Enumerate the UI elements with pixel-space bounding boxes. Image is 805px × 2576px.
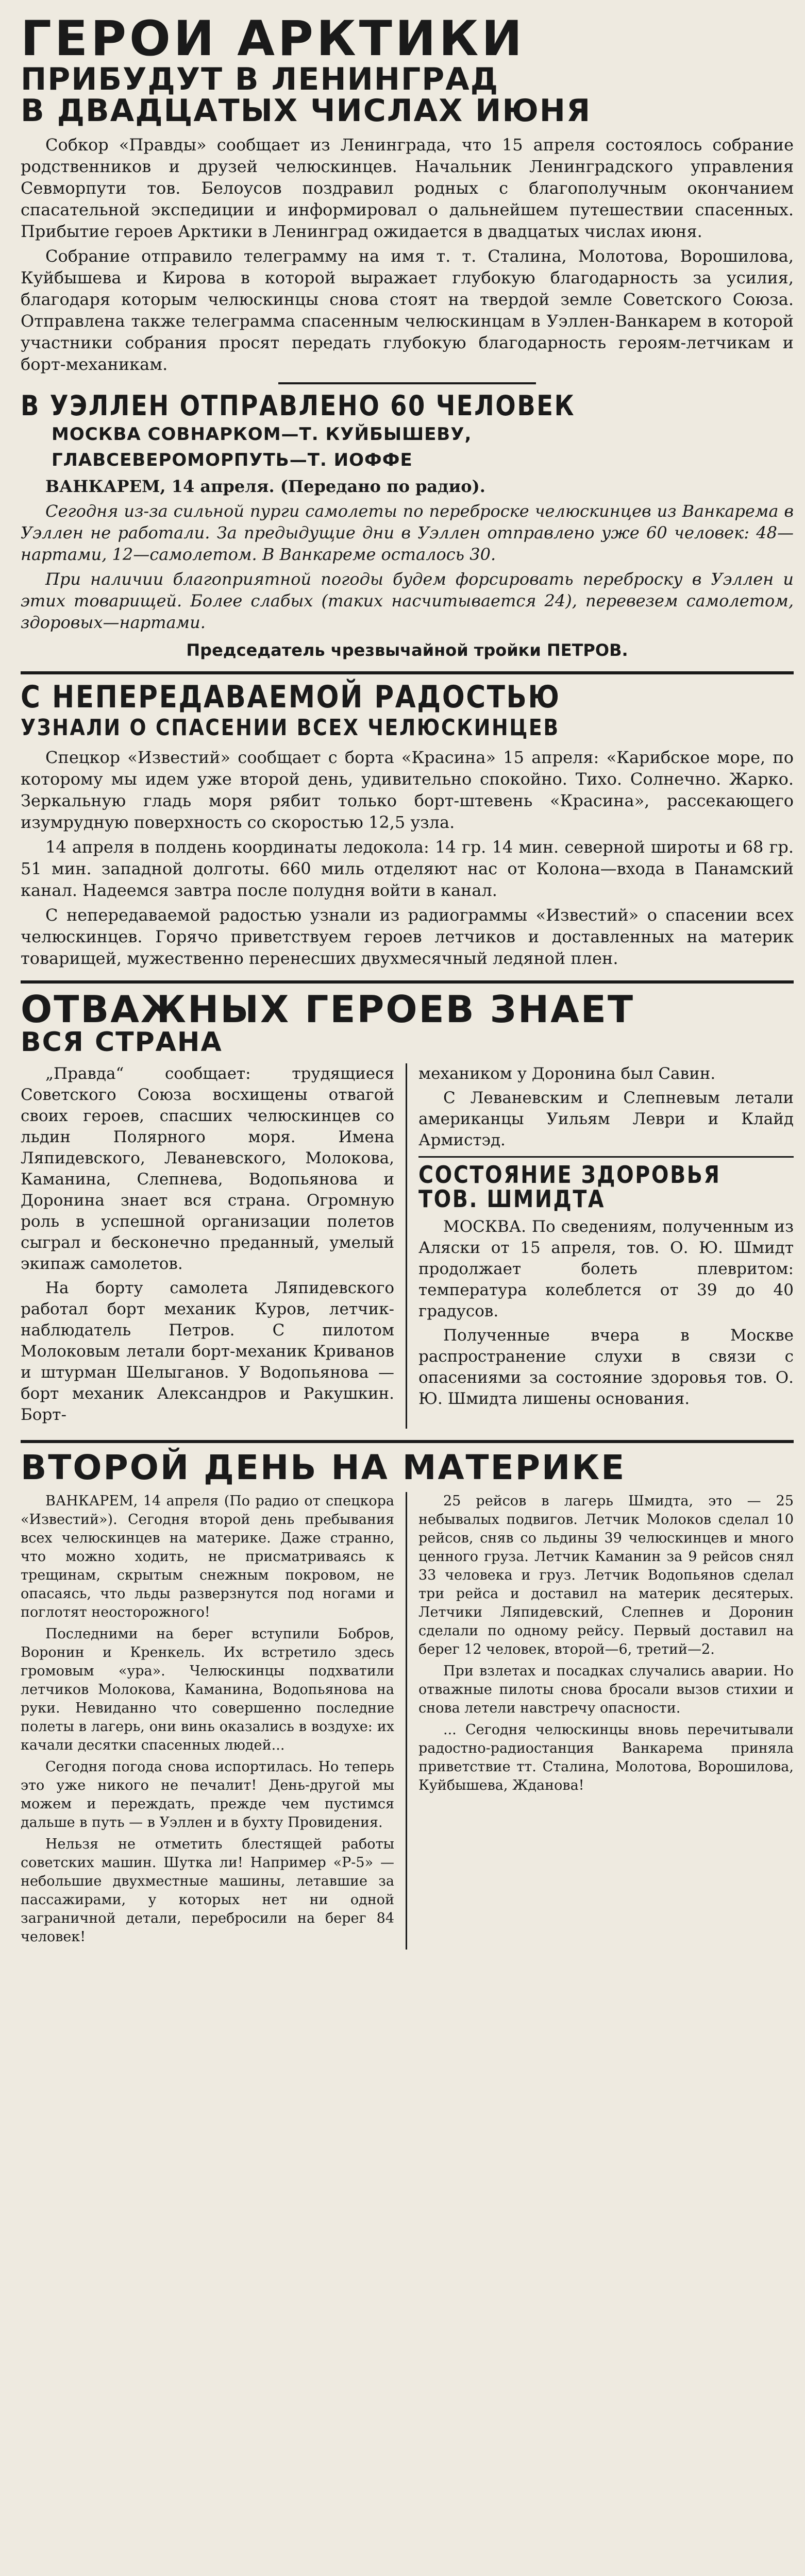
- paragraph: При наличии благоприятной погоды будем форсировать переброску в Уэллен и этих товарищей. Более слабых (таких насчитывается 24), перевезем самолетом, здоровых—нартами.: [21, 569, 794, 633]
- subheadline-leningrad: ПРИБУДУТ В ЛЕНИНГРАД: [21, 61, 499, 97]
- paragraph: Сегодня из-за сильной пурги самолеты по переброске челюскинцев из Ванкарема в Уэллен не работали. За предыдущие дни в Уэллен отправлено уже 60 человек: 48—нартами, 12—самолетом. В Ванкареме осталось 30.: [21, 501, 794, 565]
- divider: [418, 1156, 794, 1158]
- subheadline-rescue: УЗНАЛИ О СПАСЕНИИ ВСЕХ ЧЕЛЮСКИНЦЕВ: [21, 714, 560, 741]
- paragraph: 25 рейсов в лагерь Шмидта, это — 25 небывалых подвигов. Летчик Молоков сделал 10 рейсов, сняв со льдины 39 челюскинцев и много ценного груза. Летчик Каманин за 9 рейсов снял 33 человека и груз. Летчик Водопьянов сделал три рейса и доставил на материк десятерых. Летчики Ляпидевский, Слепнев и Доронин сделали по одному рейсу. Первый доставил на берег 12 человек, второй—6, третий—2.: [418, 1493, 794, 1658]
- paragraph: Собрание отправило телеграмму на имя т. т. Сталина, Молотова, Ворошилова, Куйбышева и Кирова в которой выражает глубокую благодарность за усилия, благодаря которым челюскинцы снова стоят на твердой земле Советского Союза. Отправлена также телеграмма спасенным челюскинцам в Уэллен-Ванкарем в которой участники собрания просят передать глубокую благодарность героям-летчикам и борт-механикам.: [21, 246, 794, 375]
- paragraph: „Правда“ сообщает: трудящиеся Советского Союза восхищены отвагой своих героев, спасших челюскинцев со льдин Полярного моря. Имена Ляпидевского, Леваневского, Молокова, Каманина, Слепнева, Водопьянова и Доронина знает вся страна. Огромную роль в успешной организации полетов сыграл и бесконечно преданный, умелый экипаж самолетов.: [21, 1064, 394, 1273]
- two-column-layout: [21, 1063, 794, 1429]
- headline-joy: С НЕПЕРЕДАВАЕМОЙ РАДОСТЬЮ: [21, 679, 561, 716]
- article-uellen: [21, 389, 794, 660]
- divider: [21, 980, 794, 984]
- paragraph: При взлетах и посадках случались аварии. Но отважные пилоты снова бросали вызов стихии и снова летели навстречу опасности.: [418, 1663, 794, 1717]
- divider: [278, 382, 536, 384]
- subheadline-schmidt: ТОВ. ШМИДТА: [418, 1184, 606, 1213]
- paragraph: ВАНКАРЕМ, 14 апреля (По радио от спецкора «Известий»). Сегодня второй день пребывания всех челюскинцев на материке. Даже странно, что можно ходить, не присматриваясь к трещинам, скрытым снежным покровом, не опасаясь, что льды разверзнутся под ногами и поглотят неосторожного!: [21, 1493, 394, 1621]
- column-left: [21, 1063, 407, 1429]
- headline-brave-heroes: ОТВАЖНЫХ ГЕРОЕВ ЗНАЕТ: [21, 988, 635, 1031]
- paragraph: С Леваневским и Слепневым летали американцы Уильям Леври и Клайд Армистэд.: [418, 1088, 794, 1149]
- signature: Председатель чрезвычайной тройки ПЕТРОВ.: [186, 640, 628, 660]
- paragraph: На борту самолета Ляпидевского работал борт механик Куров, летчик-наблюдатель Петров. С пилотом Молоковым летали борт-механик Криванов и штурман Шелыганов. У Водопьянова — борт механик Александров и Ракушкин. Борт-: [21, 1278, 394, 1424]
- address-line: ГЛАВСЕВЕРОМОРПУТЬ—Т. ИОФФЕ: [52, 450, 413, 471]
- subheadline-june: В ДВАДЦАТЫХ ЧИСЛАХ ИЮНЯ: [21, 93, 592, 129]
- article-second-day: [21, 1447, 794, 1950]
- paragraph: механиком у Доронина был Савин.: [418, 1064, 716, 1083]
- newspaper-page: [21, 11, 794, 1950]
- paragraph: Собкор «Правды» сообщает из Ленинграда, что 15 апреля состоялось собрание родственников и друзей челюскинцев. Начальник Ленинградского управления Севморпути тов. Белоусов поздравил родных с благополучным окончанием спасательной экспедиции и информировал о дальнейшем путешествии спасенных. Прибытие героев Арктики в Ленинград ожидается в двадцатых числах июня.: [21, 135, 794, 242]
- headline-uellen: В УЭЛЛЕН ОТПРАВЛЕНО 60 ЧЕЛОВЕК: [21, 389, 576, 422]
- paragraph: Сегодня погода снова испортилась. Но теперь это уже никого не печалит! День-другой мы можем и переждать, прежде чем пустимся дальше в путь — в Уэллен и в бухту Провидения.: [21, 1759, 394, 1831]
- paragraph: Полученные вчера в Москве распространение слухи в связи с опасениями за состояние здоровья тов. О. Ю. Шмидта лишены основания.: [418, 1326, 794, 1408]
- column-left: [21, 1492, 407, 1950]
- column-right: [407, 1063, 794, 1429]
- article-heroes-arctic: [21, 11, 794, 375]
- paragraph: МОСКВА. По сведениям, полученным из Аляски от 15 апреля, тов. О. Ю. Шмидт продолжает болеть плевритом: температура колеблется от 39 до 40 градусов.: [418, 1217, 794, 1320]
- paragraph: ... Сегодня челюскинцы вновь перечитывали радостно-радиостанция Ванкарема приняла приветствие тт. Сталина, Молотова, Ворошилова, Куйбышева, Жданова!: [418, 1722, 794, 1794]
- headline-second-day: ВТОРОЙ ДЕНЬ НА МАТЕРИКЕ: [21, 1447, 626, 1487]
- address-line: МОСКВА СОВНАРКОМ—Т. КУЙБЫШЕВУ,: [52, 424, 472, 445]
- paragraph: Последними на берег вступили Бобров, Воронин и Кренкель. Их встретило здесь громовым «ура». Челюскинцы подхватили летчиков Молокова, Каманина, Водопьянова на руки. Невиданно что совершенно последние полеты в лагерь, они винь оказались в воздухе: их качали десятки спасенных людей...: [21, 1626, 394, 1754]
- subheadline-whole-country: ВСЯ СТРАНА: [21, 1026, 223, 1058]
- paragraph: С непередаваемой радостью узнали из радиограммы «Известий» о спасении всех челюскинцев. Горячо приветствуем героев летчиков и доставленных на материк товарищей, мужественно перенесших двухмесячный ледяной плен.: [21, 905, 794, 969]
- headline-heroes-arctic: ГЕРОИ АРКТИКИ: [21, 11, 526, 67]
- article-brave-heroes: [21, 988, 794, 1428]
- article-krasin: [21, 679, 794, 969]
- paragraph: 14 апреля в полдень координаты ледокола: 14 гр. 14 мин. северной широты и 68 гр. 51 мин. западной долготы. 660 миль отделяют нас от Колона—входа в Панамский канал. Надеемся завтра после полудня войти в канал.: [21, 837, 794, 901]
- divider: [21, 1440, 794, 1443]
- column-right: [407, 1492, 794, 1950]
- paragraph: Спецкор «Известий» сообщает с борта «Красина» 15 апреля: «Карибское море, по которому мы идем уже второй день, удивительно спокойно. Тихо. Солнечно. Жарко. Зеркальную гладь моря рябит только борт-штевень «Красина», рассекающего изумрудную поверхность со скоростью 12,5 узла.: [21, 748, 794, 833]
- two-column-layout: [21, 1492, 794, 1950]
- paragraph: Нельзя не отметить блестящей работы советских машин. Шутка ли! Например «Р-5» — небольшие двухместные машины, летавшие за пассажирами, у которых нет ни одной заграничной детали, перебросили на берег 84 человек!: [21, 1836, 394, 1945]
- divider: [21, 671, 794, 674]
- dateline: ВАНКАРЕМ, 14 апреля. (Передано по радио).: [45, 477, 485, 497]
- headline-schmidt-health: СОСТОЯНИЕ ЗДОРОВЬЯ: [418, 1160, 721, 1189]
